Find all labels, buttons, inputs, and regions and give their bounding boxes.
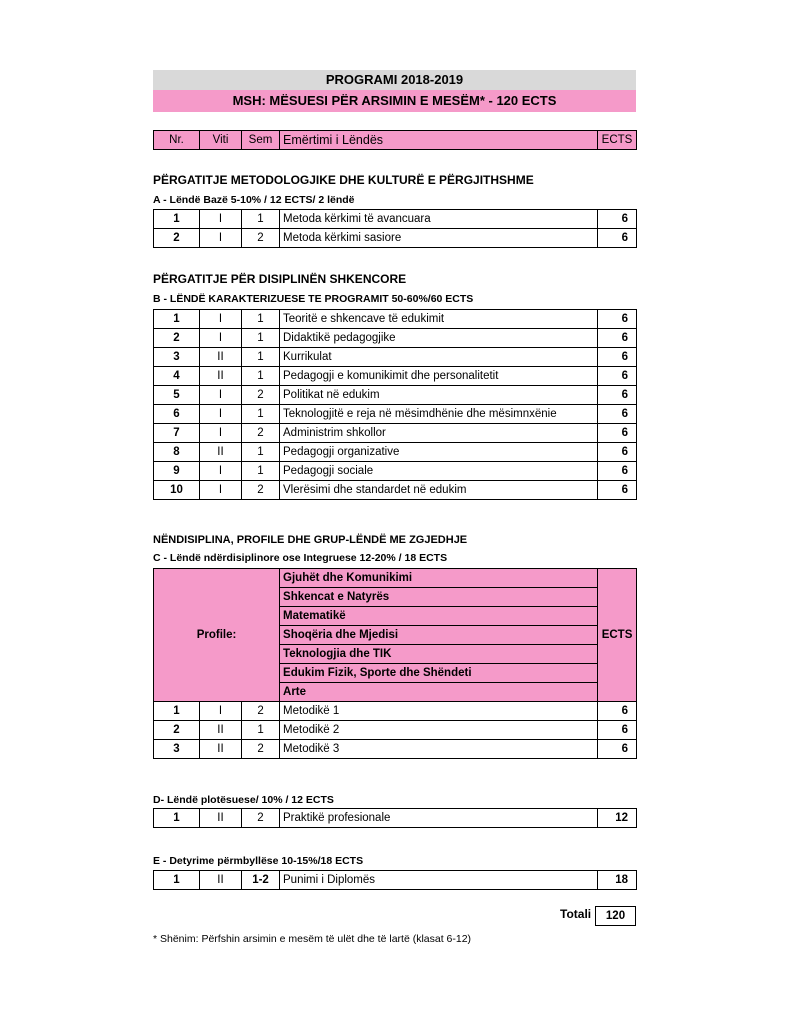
cell-name: Pedagogji e komunikimit dhe personalitetit <box>280 367 598 386</box>
cell-nr: 1 <box>154 210 200 229</box>
cell-nr: 1 <box>154 809 200 828</box>
cell-nr: 10 <box>154 481 200 500</box>
table-row <box>154 721 637 740</box>
table-row <box>154 871 637 890</box>
profile-ects-label: ECTS <box>598 569 637 702</box>
cell-sem: 2 <box>242 702 280 721</box>
profile-item: Shoqëria dhe Mjedisi <box>280 626 598 645</box>
cell-viti: I <box>200 210 242 229</box>
cell-nr: 3 <box>154 348 200 367</box>
section-c-table <box>153 568 636 759</box>
table-row <box>154 386 637 405</box>
cell-sem: 2 <box>242 424 280 443</box>
profile-row <box>154 569 637 588</box>
cell-ects: 6 <box>598 721 637 740</box>
cell-viti: I <box>200 329 242 348</box>
cell-ects: 6 <box>598 210 637 229</box>
cell-nr: 5 <box>154 386 200 405</box>
col-name: Emërtimi i Lëndës <box>280 131 598 150</box>
cell-name: Vlerësimi dhe standardet në edukim <box>280 481 598 500</box>
cell-sem: 1 <box>242 721 280 740</box>
cell-viti: I <box>200 462 242 481</box>
profile-item: Matematikë <box>280 607 598 626</box>
cell-sem: 1 <box>242 329 280 348</box>
footnote: * Shënim: Përfshin arsimin e mesëm të ulët dhe të lartë (klasat 6-12) <box>153 933 472 945</box>
cell-sem: 1 <box>242 367 280 386</box>
cell-ects: 6 <box>598 348 637 367</box>
table-row <box>154 443 637 462</box>
profile-label: Profile: <box>154 569 280 702</box>
cell-viti: II <box>200 348 242 367</box>
cell-sem: 2 <box>242 740 280 759</box>
section-a-subtitle: A - Lëndë Bazë 5-10% / 12 ECTS/ 2 lëndë <box>153 194 355 206</box>
section-b-title: PËRGATITJE PËR DISIPLINËN SHKENCORE <box>153 272 407 286</box>
cell-name: Metoda kërkimi të avancuara <box>280 210 598 229</box>
cell-viti: I <box>200 405 242 424</box>
table-row <box>154 329 637 348</box>
cell-ects: 6 <box>598 424 637 443</box>
table-row <box>154 702 637 721</box>
table-row <box>154 229 637 248</box>
cell-ects: 6 <box>598 702 637 721</box>
cell-nr: 8 <box>154 443 200 462</box>
cell-sem: 1 <box>242 310 280 329</box>
cell-name: Administrim shkollor <box>280 424 598 443</box>
cell-viti: II <box>200 721 242 740</box>
cell-ects: 6 <box>598 481 637 500</box>
cell-name: Metoda kërkimi sasiore <box>280 229 598 248</box>
cell-sem: 1 <box>242 405 280 424</box>
cell-sem: 1 <box>242 462 280 481</box>
table-row <box>154 481 637 500</box>
section-a-title: PËRGATITJE METODOLOGJIKE DHE KULTURË E PËRGJITHSHME <box>153 173 534 187</box>
cell-nr: 1 <box>154 310 200 329</box>
cell-ects: 6 <box>598 405 637 424</box>
cell-sem: 2 <box>242 809 280 828</box>
col-nr: Nr. <box>154 131 200 150</box>
cell-name: Metodikë 3 <box>280 740 598 759</box>
cell-viti: II <box>200 367 242 386</box>
section-b-table <box>153 309 636 500</box>
section-a-table <box>153 209 636 248</box>
total-value: 120 <box>595 906 636 926</box>
table-row <box>154 367 637 386</box>
cell-ects: 6 <box>598 229 637 248</box>
cell-viti: II <box>200 443 242 462</box>
cell-sem: 2 <box>242 481 280 500</box>
total-label: Totali <box>560 907 592 921</box>
cell-ects: 6 <box>598 740 637 759</box>
table-row <box>154 348 637 367</box>
cell-ects: 6 <box>598 310 637 329</box>
cell-ects: 6 <box>598 367 637 386</box>
cell-viti: I <box>200 229 242 248</box>
cell-nr: 4 <box>154 367 200 386</box>
cell-nr: 2 <box>154 721 200 740</box>
cell-name: Metodikë 1 <box>280 702 598 721</box>
cell-nr: 2 <box>154 329 200 348</box>
cell-viti: II <box>200 809 242 828</box>
program-year-title: PROGRAMI 2018-2019 <box>153 70 636 90</box>
column-header <box>153 130 636 150</box>
cell-sem: 2 <box>242 229 280 248</box>
cell-ects: 6 <box>598 462 637 481</box>
cell-nr: 3 <box>154 740 200 759</box>
table-row <box>154 210 637 229</box>
cell-ects: 6 <box>598 329 637 348</box>
profile-item: Shkencat e Natyrës <box>280 588 598 607</box>
cell-viti: I <box>200 702 242 721</box>
cell-viti: I <box>200 481 242 500</box>
profile-item: Arte <box>280 683 598 702</box>
table-row <box>154 424 637 443</box>
cell-name: Teoritë e shkencave të edukimit <box>280 310 598 329</box>
cell-name: Politikat në edukim <box>280 386 598 405</box>
cell-name: Pedagogji organizative <box>280 443 598 462</box>
cell-sem: 1 <box>242 210 280 229</box>
col-sem: Sem <box>242 131 280 150</box>
cell-nr: 7 <box>154 424 200 443</box>
cell-name: Kurrikulat <box>280 348 598 367</box>
cell-sem: 1-2 <box>242 871 280 890</box>
section-c-subtitle: C - Lëndë ndërdisiplinore ose Integruese 12-20% / 18 ECTS <box>153 552 448 564</box>
cell-ects: 6 <box>598 443 637 462</box>
cell-viti: I <box>200 310 242 329</box>
cell-name: Pedagogji sociale <box>280 462 598 481</box>
col-ects: ECTS <box>598 131 637 150</box>
cell-viti: II <box>200 871 242 890</box>
cell-viti: I <box>200 424 242 443</box>
cell-nr: 9 <box>154 462 200 481</box>
col-viti: Viti <box>200 131 242 150</box>
cell-viti: II <box>200 740 242 759</box>
cell-ects: 12 <box>598 809 637 828</box>
cell-name: Praktikë profesionale <box>280 809 598 828</box>
cell-name: Punimi i Diplomës <box>280 871 598 890</box>
table-row <box>154 740 637 759</box>
profile-item: Gjuhët dhe Komunikimi <box>280 569 598 588</box>
section-d-subtitle: D- Lëndë plotësuese/ 10% / 12 ECTS <box>153 794 334 806</box>
cell-nr: 2 <box>154 229 200 248</box>
table-row <box>154 405 637 424</box>
program-name-title: MSH: MËSUESI PËR ARSIMIN E MESËM* - 120 ECTS <box>153 90 636 112</box>
section-d-table <box>153 808 636 828</box>
cell-nr: 6 <box>154 405 200 424</box>
cell-sem: 2 <box>242 386 280 405</box>
table-row <box>154 462 637 481</box>
cell-name: Metodikë 2 <box>280 721 598 740</box>
cell-ects: 18 <box>598 871 637 890</box>
cell-nr: 1 <box>154 871 200 890</box>
cell-ects: 6 <box>598 386 637 405</box>
section-e-subtitle: E - Detyrime përmbyllëse 10-15%/18 ECTS <box>153 855 364 867</box>
cell-name: Didaktikë pedagogjike <box>280 329 598 348</box>
cell-viti: I <box>200 386 242 405</box>
section-b-subtitle: B - LËNDË KARAKTERIZUESE TE PROGRAMIT 50-60%/60 ECTS <box>153 293 474 305</box>
section-c-title: NËNDISIPLINA, PROFILE DHE GRUP-LËNDË ME ZGJEDHJE <box>153 534 468 546</box>
profile-item: Teknologjia dhe TIK <box>280 645 598 664</box>
profile-item: Edukim Fizik, Sporte dhe Shëndeti <box>280 664 598 683</box>
cell-sem: 1 <box>242 348 280 367</box>
cell-name: Teknologjitë e reja në mësimdhënie dhe mësimnxënie <box>280 405 598 424</box>
cell-sem: 1 <box>242 443 280 462</box>
section-e-table <box>153 870 636 890</box>
table-row <box>154 310 637 329</box>
cell-nr: 1 <box>154 702 200 721</box>
table-row <box>154 809 637 828</box>
